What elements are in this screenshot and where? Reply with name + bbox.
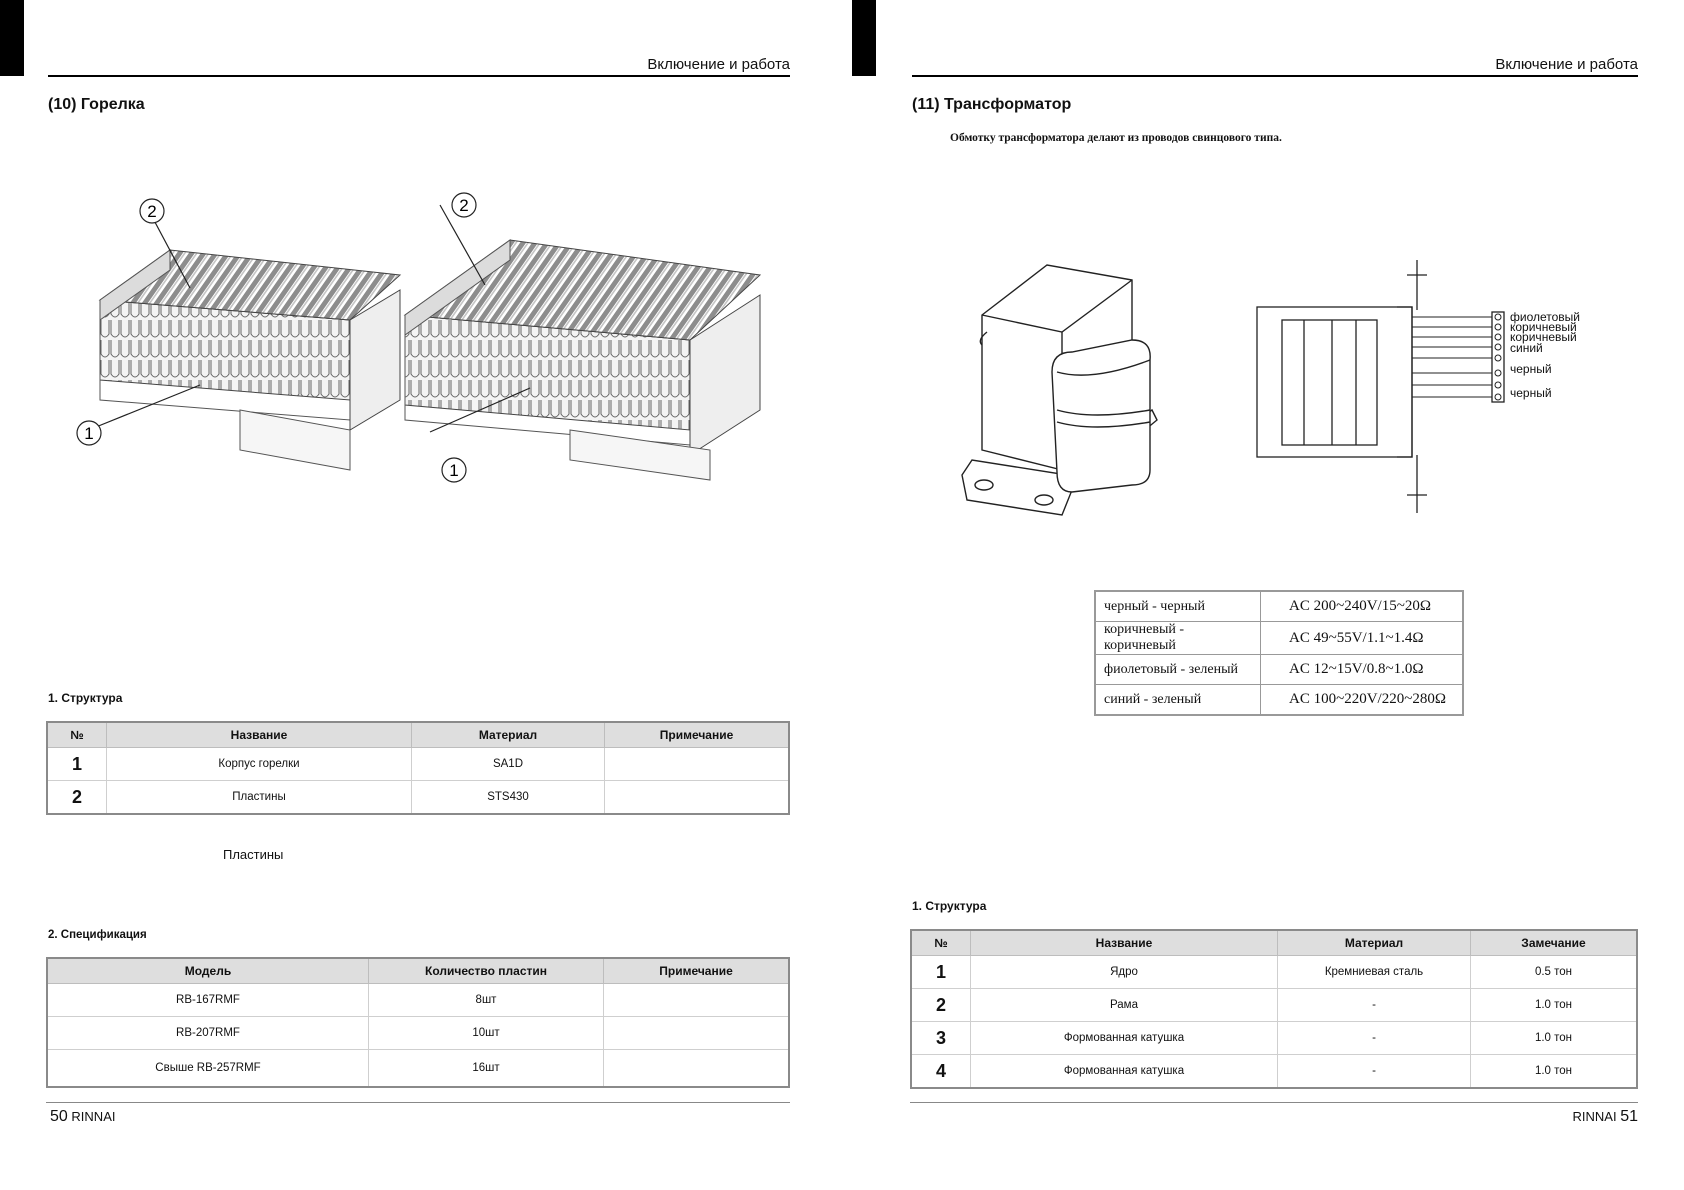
cell-count: 10шт: [369, 1017, 604, 1050]
leader-line: [96, 385, 200, 427]
col-header: Замечание: [1471, 930, 1638, 956]
table-header-row: [47, 722, 789, 748]
cell-material: -: [1278, 1055, 1471, 1089]
cell-name: Ядро: [971, 956, 1278, 989]
burner-spec-table: [46, 957, 790, 1088]
cell-no: 2: [47, 781, 107, 815]
cell-name: Формованная катушка: [971, 1022, 1278, 1055]
col-header: Количество пластин: [369, 958, 604, 984]
footer: [1522, 1108, 1638, 1126]
cell-material: Кремниевая сталь: [1278, 956, 1471, 989]
cell-pair: черный - черный: [1095, 591, 1261, 622]
section-title: (11) Трансформатор: [912, 96, 1072, 113]
cell-no: 1: [47, 748, 107, 781]
table-row: [911, 956, 1637, 989]
large-burner: [405, 240, 760, 480]
callout-2-small: [140, 199, 164, 223]
cell-model: Свыше RB-257RMF: [47, 1050, 369, 1088]
cell-value: AC 12~15V/0.8~1.0Ω: [1261, 655, 1464, 685]
right-page: [842, 0, 1684, 1190]
cell-note: [605, 748, 790, 781]
cell-note: 1.0 тон: [1471, 989, 1638, 1022]
chapter-tab: [852, 0, 876, 76]
table-row: [1095, 685, 1463, 716]
callout-2-large: [452, 193, 476, 217]
cell-value: AC 100~220V/220~280Ω: [1261, 685, 1464, 716]
cell-pair: фиолетовый - зеленый: [1095, 655, 1261, 685]
cell-no: 1: [911, 956, 971, 989]
cell-value: AC 49~55V/1.1~1.4Ω: [1261, 622, 1464, 655]
footer-rule: [910, 1102, 1638, 1103]
col-header: Название: [971, 930, 1278, 956]
wire-label: фиолетовый: [1510, 310, 1581, 324]
footer-rule: [46, 1102, 790, 1103]
table-row: [1095, 622, 1463, 655]
header-rule: [912, 75, 1638, 77]
table-row: [47, 781, 789, 815]
transformer-structure-table: [910, 929, 1638, 1089]
cell-name: Корпус горелки: [107, 748, 412, 781]
cell-note: [604, 1017, 790, 1050]
wire-label: синий: [1510, 341, 1543, 355]
section-title: (10) Горелка: [48, 96, 145, 113]
wire-label: коричневый: [1510, 330, 1577, 344]
cell-note: [604, 984, 790, 1017]
cell-material: STS430: [412, 781, 605, 815]
table-header-row: [47, 958, 789, 984]
structure-title: 1. Структура: [912, 899, 987, 913]
burner-illustration: [60, 180, 800, 520]
cell-no: 2: [911, 989, 971, 1022]
callout-1-small: [77, 421, 101, 445]
col-header: №: [911, 930, 971, 956]
resistance-table: [1094, 590, 1464, 716]
col-header: №: [47, 722, 107, 748]
brand: RINNAI: [1572, 1109, 1617, 1124]
running-head: Включение и работа: [1495, 56, 1638, 73]
table-row: [911, 1022, 1637, 1055]
cell-no: 3: [911, 1022, 971, 1055]
cell-material: -: [1278, 989, 1471, 1022]
wire-label: черный: [1510, 386, 1552, 400]
small-burner: [100, 250, 400, 470]
table-row: [47, 748, 789, 781]
cell-model: RB-207RMF: [47, 1017, 369, 1050]
running-head: Включение и работа: [647, 56, 790, 73]
col-header: Материал: [412, 722, 605, 748]
cell-pair: коричневый - коричневый: [1095, 622, 1261, 655]
cell-material: SA1D: [412, 748, 605, 781]
table-row: [911, 1055, 1637, 1089]
page-number: 51: [1620, 1108, 1638, 1125]
col-header: Примечание: [605, 722, 790, 748]
spec-title: 2. Спецификация: [48, 929, 147, 941]
burner-structure-table: [46, 721, 790, 815]
footer: [50, 1108, 115, 1126]
cell-name: Рама: [971, 989, 1278, 1022]
table-row: [911, 989, 1637, 1022]
cell-no: 4: [911, 1055, 971, 1089]
table-row: [47, 984, 789, 1017]
svg-text:2: 2: [459, 196, 469, 215]
wiring-diagram: [1252, 255, 1581, 515]
page-number: 50: [50, 1108, 68, 1125]
cell-count: 16шт: [369, 1050, 604, 1088]
caption-plates: Пластины: [223, 847, 284, 862]
cell-model: RB-167RMF: [47, 984, 369, 1017]
transformer-drawing: [952, 260, 1192, 520]
cell-count: 8шт: [369, 984, 604, 1017]
table-header-row: [911, 930, 1637, 956]
table-row: [47, 1050, 789, 1088]
cell-value: AC 200~240V/15~20Ω: [1261, 591, 1464, 622]
cell-note: 1.0 тон: [1471, 1055, 1638, 1089]
cell-note: [604, 1050, 790, 1088]
cell-name: Пластины: [107, 781, 412, 815]
cell-note: [605, 781, 790, 815]
chapter-tab: [0, 0, 24, 76]
cell-note: 1.0 тон: [1471, 1022, 1638, 1055]
table-row: [47, 1017, 789, 1050]
cell-pair: синий - зеленый: [1095, 685, 1261, 716]
cell-name: Формованная катушка: [971, 1055, 1278, 1089]
wire-label: коричневый: [1510, 320, 1577, 334]
table-row: [1095, 655, 1463, 685]
col-header: Модель: [47, 958, 369, 984]
header-rule: [48, 75, 790, 77]
wire-label: черный: [1510, 362, 1552, 376]
svg-text:2: 2: [147, 202, 157, 221]
col-header: Примечание: [604, 958, 790, 984]
cell-note: 0.5 тон: [1471, 956, 1638, 989]
table-row: [1095, 591, 1463, 622]
svg-text:1: 1: [449, 461, 459, 480]
brand: RINNAI: [71, 1109, 116, 1124]
svg-text:1: 1: [84, 424, 94, 443]
callout-1-large: [442, 458, 466, 482]
cell-material: -: [1278, 1022, 1471, 1055]
wiring-note: Обмотку трансформатора делают из проводов свинцового типа.: [950, 132, 1282, 144]
col-header: Материал: [1278, 930, 1471, 956]
structure-title: 1. Структура: [48, 691, 123, 705]
col-header: Название: [107, 722, 412, 748]
